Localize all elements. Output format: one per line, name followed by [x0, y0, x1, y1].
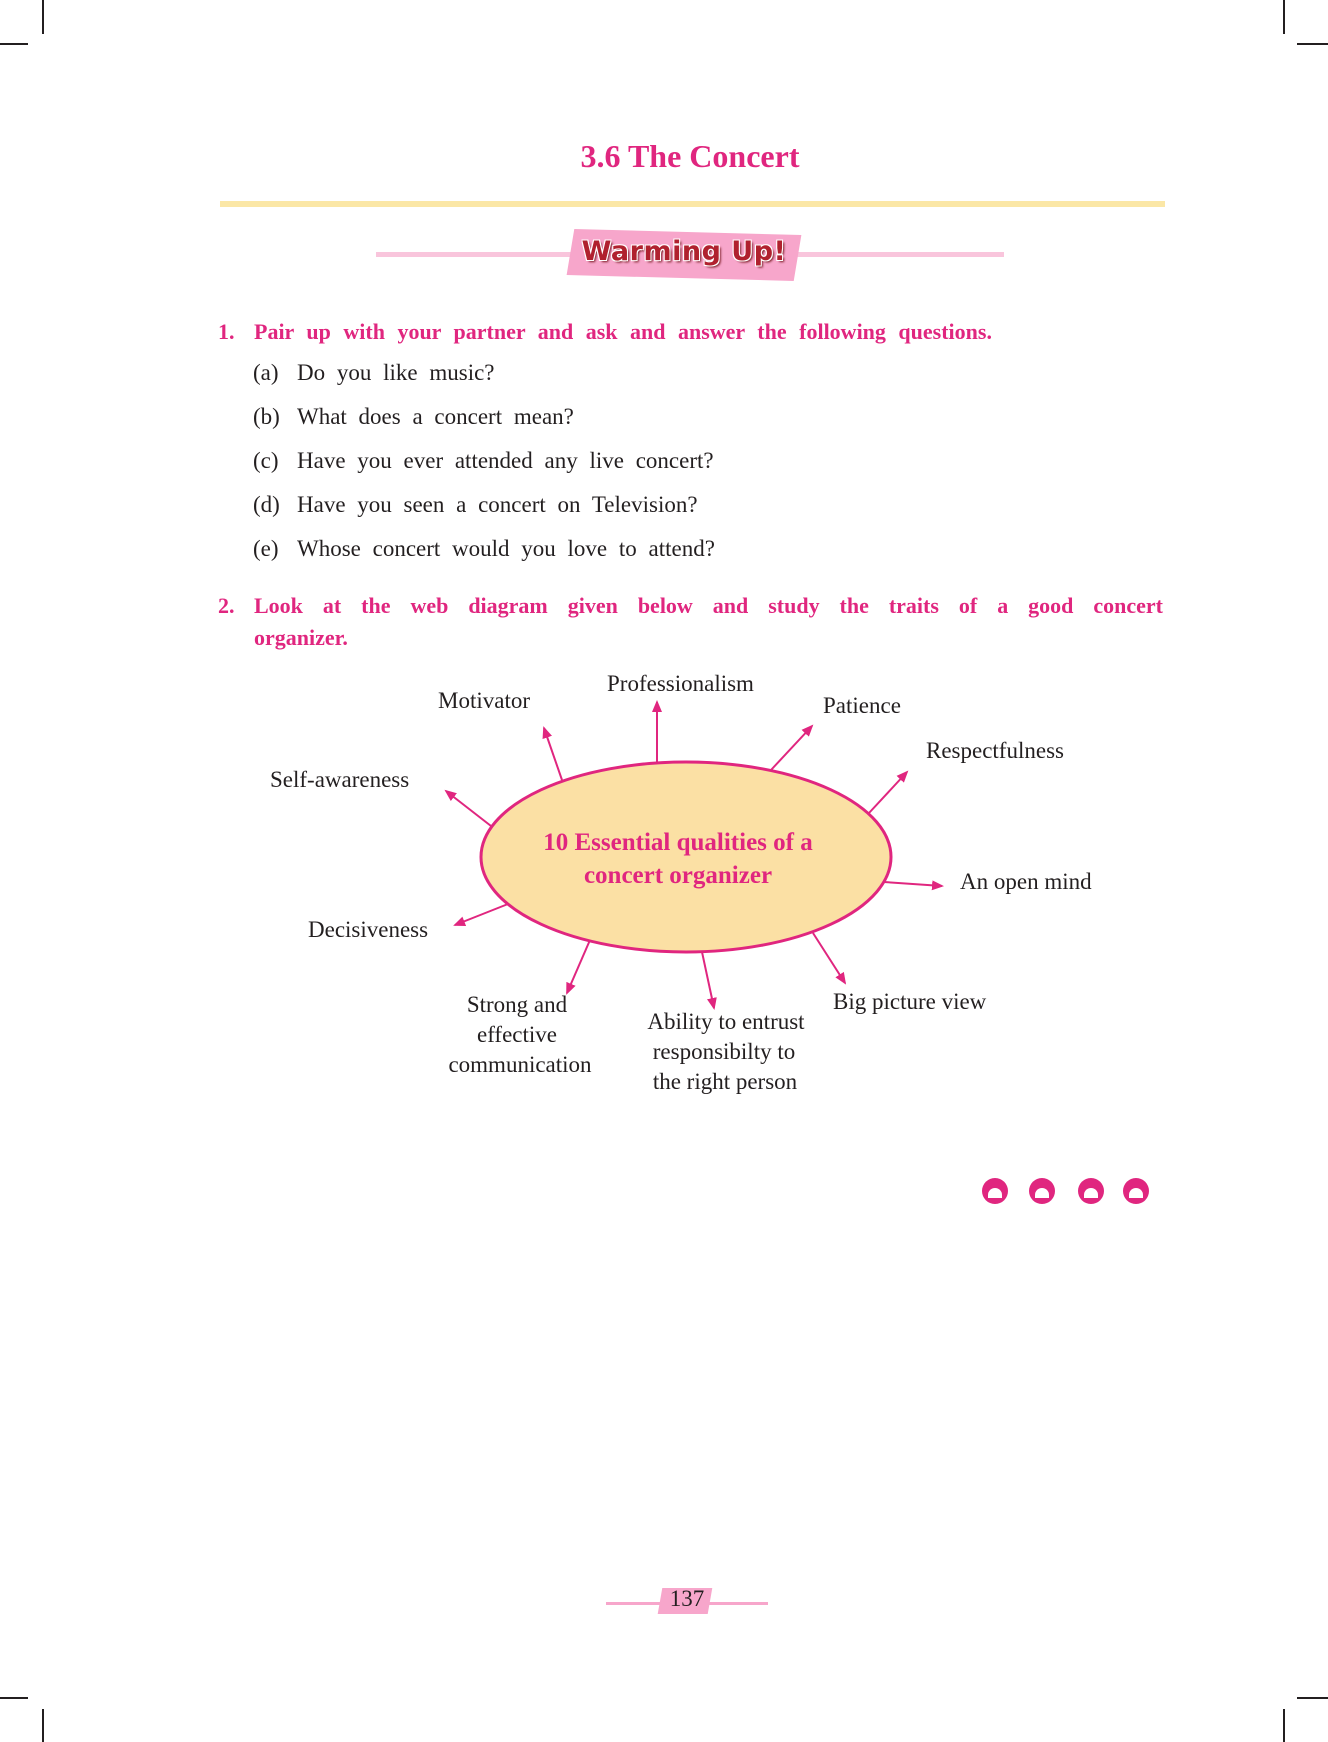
section-badge: Warming Up! — [581, 236, 787, 267]
dot-icon — [1123, 1178, 1149, 1204]
trait-communication-line-1: Strong and — [466, 992, 568, 1017]
trait-respectfulness: Respectfulness — [926, 738, 1064, 763]
trait-entrust-line-3: the right person — [652, 1069, 798, 1094]
dot-icon — [1078, 1178, 1104, 1204]
trait-patience: Patience — [823, 693, 901, 718]
item-label: (e) — [253, 536, 279, 561]
arrow-motivator — [544, 728, 562, 780]
center-ellipse — [481, 762, 891, 952]
trait-self-awareness: Self-awareness — [270, 767, 410, 792]
trait-entrust-line-1: Ability to entrust — [647, 1009, 805, 1034]
arrow-decisiveness — [455, 904, 508, 925]
dot-icon — [1029, 1178, 1055, 1204]
arrow-open-mind — [884, 882, 942, 886]
arrow-big-picture — [813, 933, 845, 983]
trait-open-mind: An open mind — [960, 869, 1092, 894]
arrow-communication — [567, 940, 590, 993]
center-label-line-2: concert organizer — [583, 862, 773, 889]
arrow-patience — [771, 726, 812, 770]
question-number: 1. — [218, 319, 235, 344]
question-text: Look at the web diagram given below and study the traits of a good concert organizer. — [254, 593, 1163, 650]
item-label: (a) — [253, 360, 279, 385]
trait-entrust-line-2: responsibilty to — [652, 1039, 796, 1064]
question-number: 2. — [218, 593, 235, 618]
item-label: (b) — [253, 404, 280, 429]
arrow-self-awareness — [446, 791, 491, 826]
decorative-dots — [980, 1178, 1150, 1206]
dot-icon — [982, 1178, 1008, 1204]
page-number: 137 — [669, 1586, 705, 1611]
item-label: (d) — [253, 492, 280, 517]
page-title: 3.6 The Concert — [580, 138, 800, 174]
question-text: Pair up with your partner and ask and answer the following questions. — [254, 319, 992, 344]
arrow-entrust — [702, 952, 714, 1008]
trait-big-picture: Big picture view — [833, 989, 987, 1014]
item-text: What does a concert mean? — [297, 404, 574, 429]
center-label-line-1: 10 Essential qualities of a — [543, 829, 813, 856]
item-text: Have you ever attended any live concert? — [297, 448, 714, 473]
trait-motivator: Motivator — [438, 688, 530, 713]
trait-communication-line-2: effective — [476, 1022, 558, 1047]
arrow-respectfulness — [869, 772, 907, 813]
trait-communication-line-3: communication — [448, 1052, 592, 1077]
trait-professionalism: Professionalism — [607, 671, 754, 696]
item-text: Have you seen a concert on Television? — [297, 492, 698, 517]
item-text: Do you like music? — [297, 360, 495, 385]
item-label: (c) — [253, 448, 279, 473]
trait-decisiveness: Decisiveness — [308, 917, 429, 942]
item-text: Whose concert would you love to attend? — [297, 536, 715, 561]
